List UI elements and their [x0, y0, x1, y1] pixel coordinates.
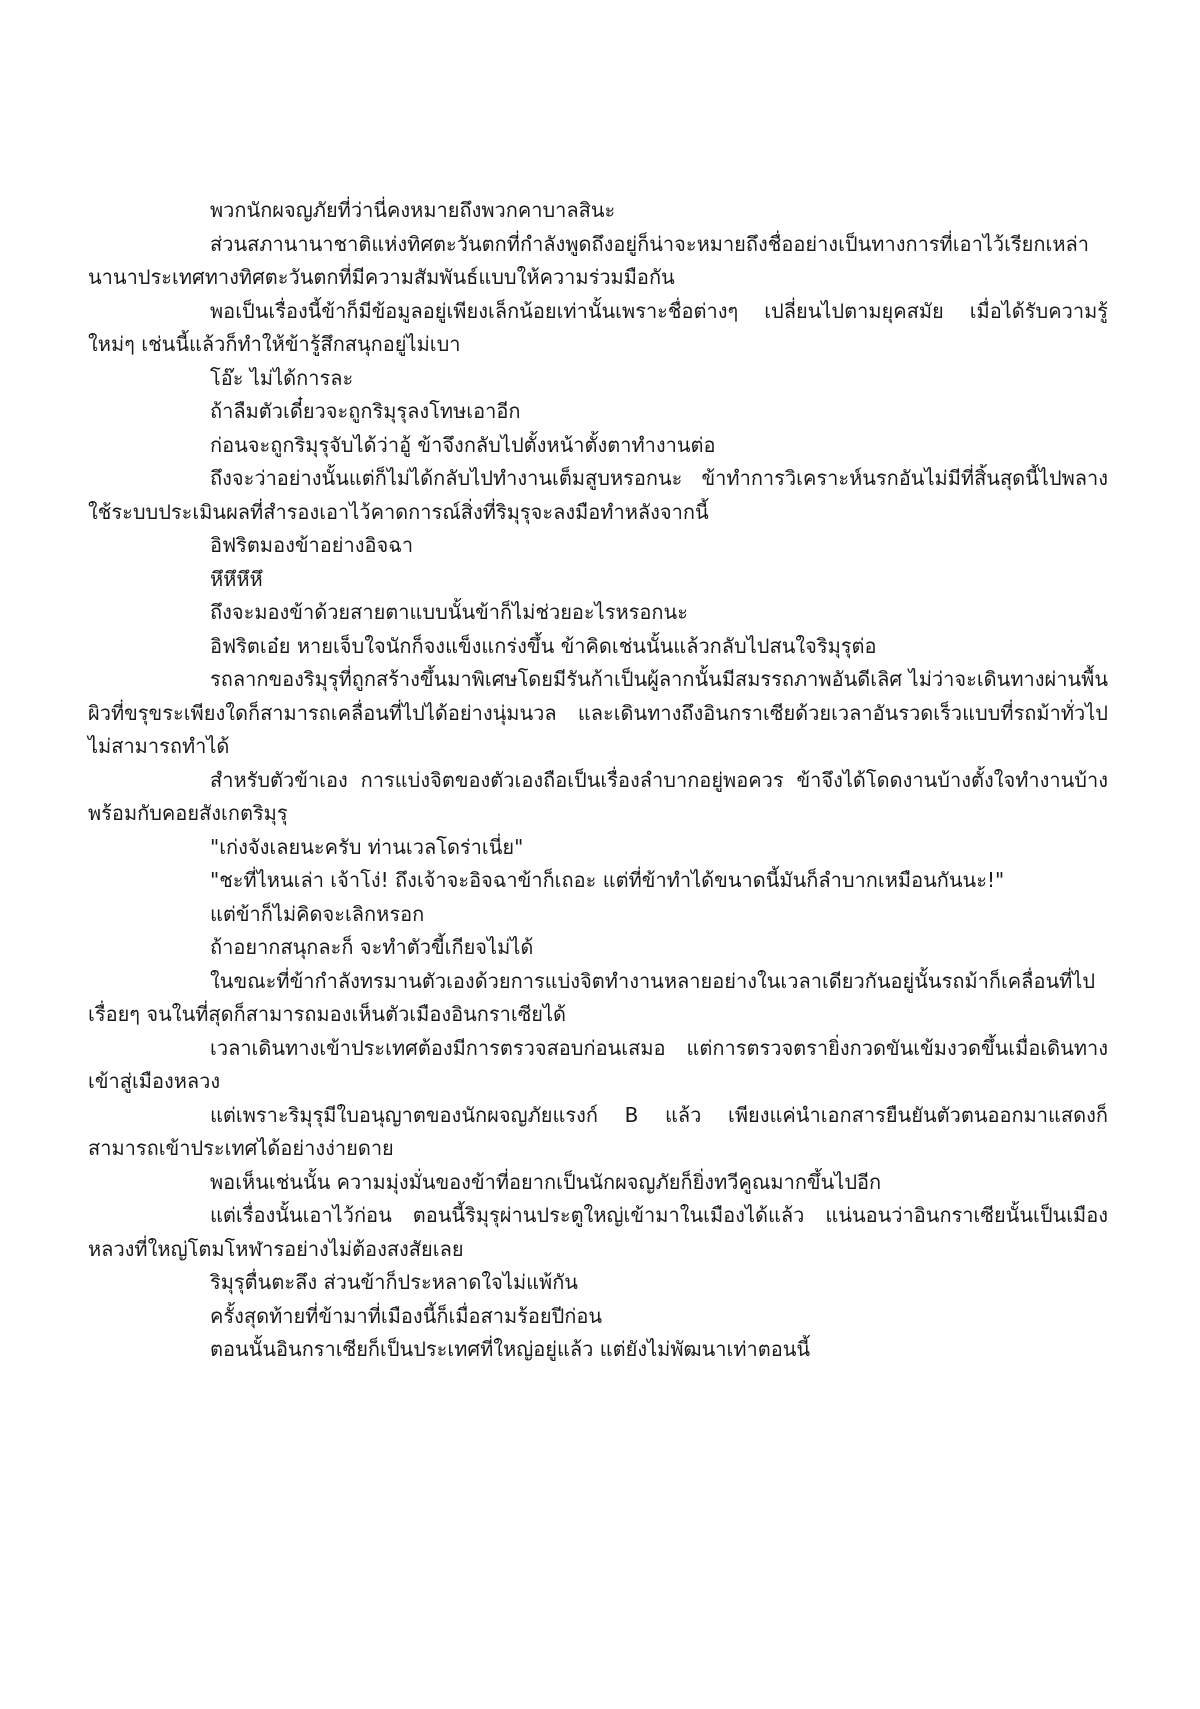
paragraph: เวลาเดินทางเข้าประเทศต้องมีการตรวจสอบก่อนเสมอ แต่การตรวจตรายิ่งกวดขันเข้มงวดขึ้นเมื่อเดินทางเข้าสู่เมืองหลวง — [88, 1035, 1108, 1093]
paragraph: ริมุรุตื่นตะลึง ส่วนข้าก็ประหลาดใจไม่แพ้กัน — [210, 1270, 578, 1294]
paragraph: ส่วนสภานานาชาติแห่งทิศตะวันตกที่กำลังพูดถึงอยู่ก็น่าจะหมายถึงชื่ออย่างเป็นทางการที่เอาไว้เรียกเหล่านานาประเทศทางทิศตะวันตกที่มีความสัมพันธ์แบบให้ความร่วมมือกัน — [88, 231, 1090, 289]
paragraph: ถึงจะว่าอย่างนั้นแต่ก็ไม่ได้กลับไปทำงานเต็มสูบหรอกนะ ข้าทำการวิเคราะห์นรกอันไม่มีที่สิ้นสุดนี้ไปพลางใช้ระบบประเมินผลที่สำรองเอาไว้คาดการณ์สิ่งที่ริมุรุจะลงมือทำหลังจากนี้ — [88, 466, 1108, 524]
paragraph: พวกนักผจญภัยที่ว่านี่คงหมายถึงพวกคาบาลสินะ — [210, 198, 616, 222]
paragraph: ถึงจะมองข้าด้วยสายตาแบบนั้นข้าก็ไม่ช่วยอะไรหรอกนะ — [210, 600, 688, 624]
paragraph: ก่อนจะถูกริมุรุจับได้ว่าอู้ ข้าจึงกลับไปตั้งหน้าตั้งตาทำงานต่อ — [210, 432, 716, 457]
paragraph: ถ้าลืมตัวเดี๋ยวจะถูกริมุรุลงโทษเอาอีก — [210, 399, 521, 423]
paragraph: ถ้าอยากสนุกละก็ จะทำตัวขี้เกียจไม่ได้ — [210, 935, 534, 959]
dialogue-paragraph: "ชะที่ไหนเล่า เจ้าโง่! ถึงเจ้าจะอิจฉาข้าก็เถอะ แต่ที่ข้าทำได้ขนาดนี้มันก็ลำบากเหมือนกันนะ!" — [210, 868, 1005, 892]
paragraph: อิฟริตมองข้าอย่างอิจฉา — [210, 533, 414, 557]
paragraph: ในขณะที่ข้ากำลังทรมานตัวเองด้วยการแบ่งจิตทำงานหลายอย่างในเวลาเดียวกันอยู่นั้นรถม้าก็เคลื่อนที่ไปเรื่อยๆ จนในที่สุดก็สามารถมองเห็นตัวเมืองอินกราเซียได้ — [88, 968, 1096, 1026]
paragraph: สำหรับตัวข้าเอง การแบ่งจิตของตัวเองถือเป็นเรื่องลำบากอยู่พอควร ข้าจึงได้โดดงานบ้างตั้งใจทำงานบ้างพร้อมกับคอยสังเกตริมุรุ — [88, 767, 1108, 825]
paragraph: ตอนนั้นอินกราเซียก็เป็นประเทศที่ใหญ่อยู่แล้ว แต่ยังไม่พัฒนาเท่าตอนนี้ — [210, 1337, 811, 1361]
paragraph: แต่เพราะริมุรุมีใบอนุญาตของนักผจญภัยแรงก์ B แล้ว เพียงแค่นำเอกสารยืนยันตัวตนออกมาแสดงก็สามารถเข้าประเทศได้อย่างง่ายดาย — [88, 1102, 1108, 1160]
paragraph: แต่ข้าก็ไม่คิดจะเลิกหรอก — [210, 901, 425, 926]
paragraph: แต่เรื่องนั้นเอาไว้ก่อน ตอนนี้ริมุรุผ่านประตูใหญ่เข้ามาในเมืองได้แล้ว แน่นอนว่าอินกราเซียนั้นเป็นเมืองหลวงที่ใหญ่โตมโหฬารอย่างไม่ต้องสงสัยเลย — [88, 1203, 1108, 1261]
paragraph: พอเห็นเช่นนั้น ความมุ่งมั่นของข้าที่อยากเป็นนักผจญภัยก็ยิ่งทวีคูณมากขึ้นไปอีก — [210, 1169, 882, 1194]
paragraph: ครั้งสุดท้ายที่ข้ามาที่เมืองนี้ก็เมื่อสามร้อยปีก่อน — [210, 1303, 603, 1328]
paragraph: โอ๊ะ ไม่ได้การละ — [210, 365, 354, 390]
document-body — [88, 194, 1108, 1367]
paragraph: หึหึหึหึ — [210, 566, 263, 591]
paragraph: รถลากของริมุรุที่ถูกสร้างขึ้นมาพิเศษโดยมีรันก้าเป็นผู้ลากนั้นมีสมรรถภาพอันดีเลิศ ไม่ว่าจะเดินทางผ่านพื้นผิวที่ขรุขระเพียงใดก็สามารถเคลื่อนที่ไปได้อย่างนุ่มนวล และเดินทางถึงอินกราเซียด้วยเวลาอันรวดเร็วแบบที่รถม้าทั่วไปไม่สามารถทำได้ — [88, 667, 1108, 758]
paragraph: พอเป็นเรื่องนี้ข้าก็มีข้อมูลอยู่เพียงเล็กน้อยเท่านั้นเพราะชื่อต่างๆ เปลี่ยนไปตามยุคสมัย เมื่อได้รับความรู้ใหม่ๆ เช่นนี้แล้วก็ทำให้ข้ารู้สึกสนุกอยู่ไม่เบา — [88, 298, 1108, 356]
paragraph: อิฟริตเอ๋ย หายเจ็บใจนักก็จงแข็งแกร่งขึ้น ข้าคิดเช่นนั้นแล้วกลับไปสนใจริมุรุต่อ — [210, 633, 877, 658]
dialogue-paragraph: "เก่งจังเลยนะครับ ท่านเวลโดร่าเนี่ย" — [210, 834, 524, 859]
